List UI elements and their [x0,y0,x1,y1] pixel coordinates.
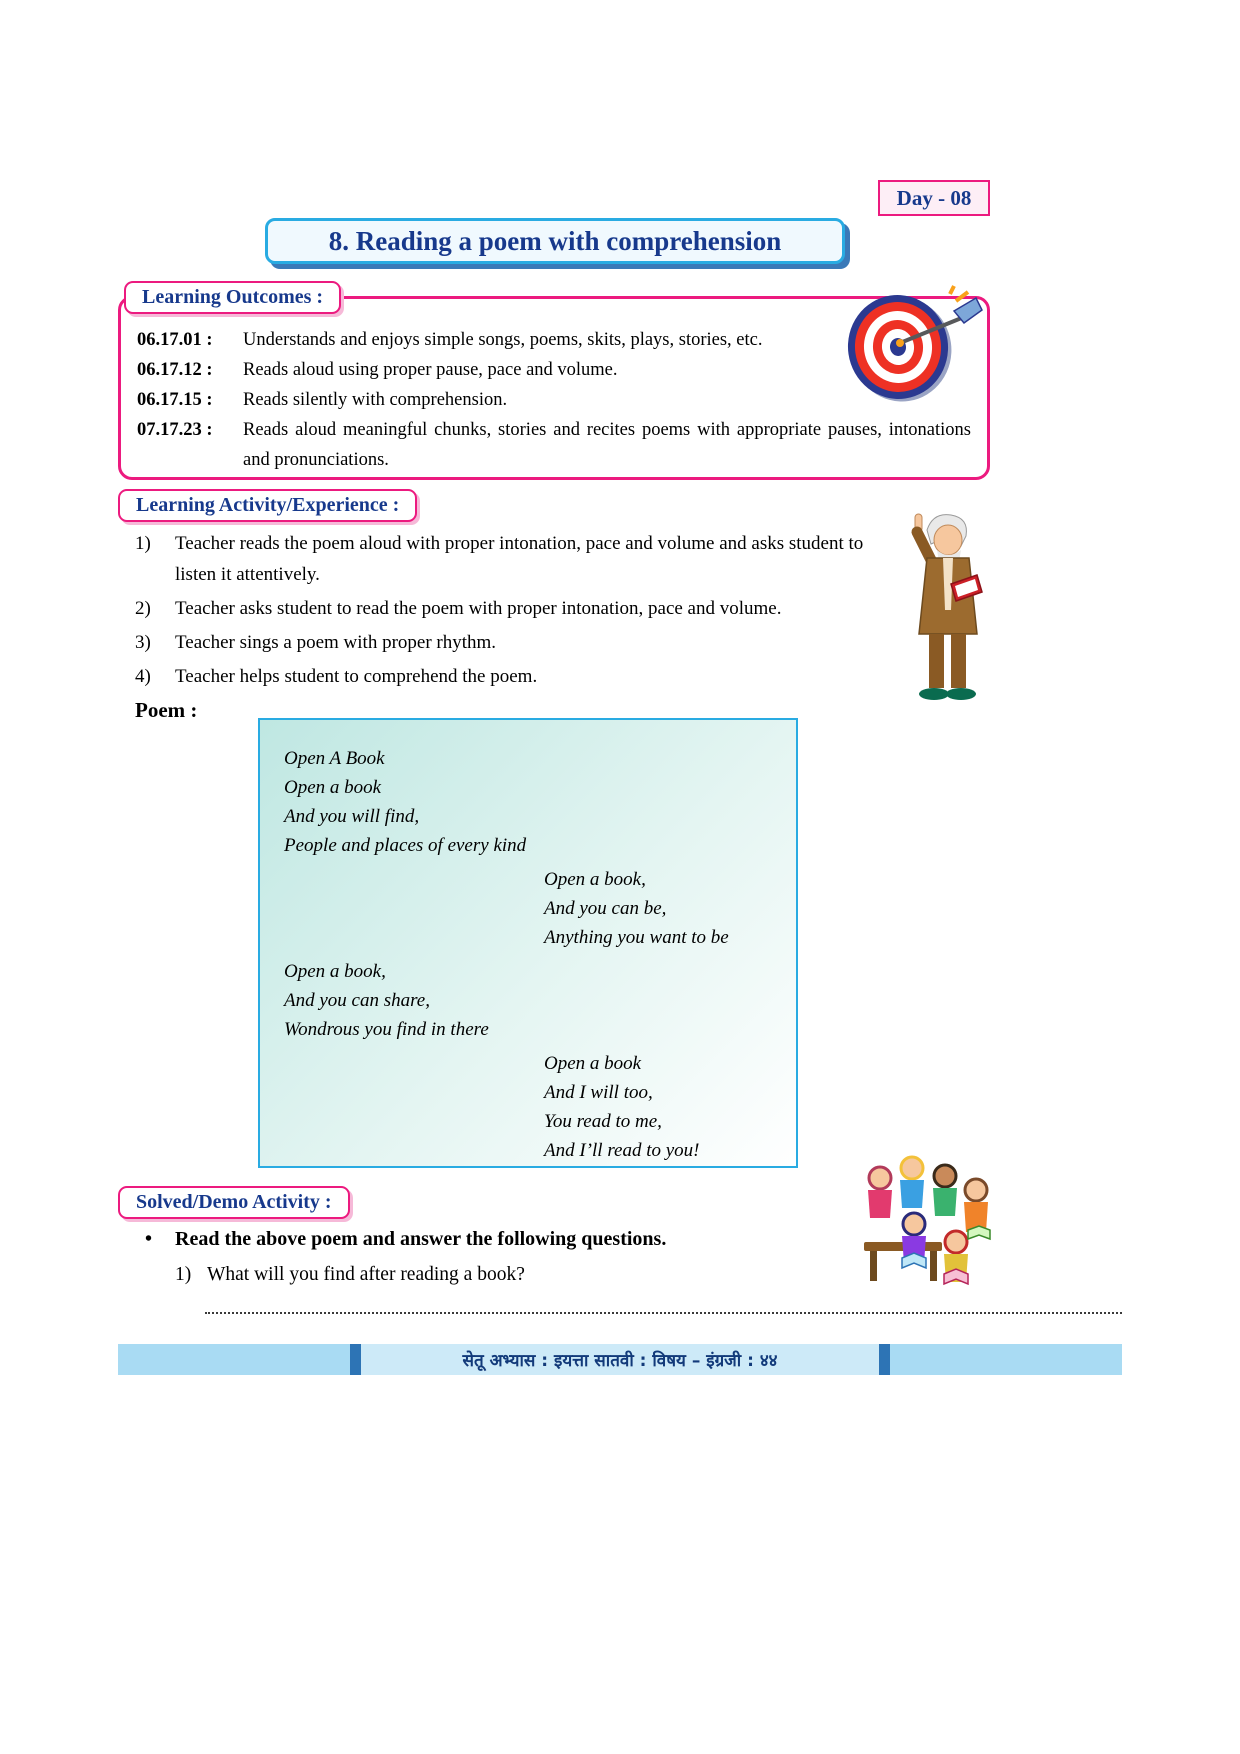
poem-line: And I will too, [544,1082,653,1103]
activity-text: Teacher asks student to read the poem with proper intonation, pace and volume. [175,598,782,619]
poem-stanza [260,744,796,860]
poem-line: Open a book, [544,869,646,890]
outcome-text: Understands and enjoys simple songs, poems, skits, plays, stories, etc. [243,330,763,350]
outcome-text: Reads silently with comprehension. [243,390,508,410]
page-title [265,218,845,264]
poem-line: Open a book, [284,961,386,982]
poem-line: And you can be, [544,898,667,919]
learning-activity-list [135,528,900,695]
question-item [175,1264,525,1286]
learning-activity-heading: Learning Activity/Experience : [118,489,417,522]
activity-number: 2) [135,598,151,619]
outcome-item [137,415,971,475]
poem-line: And I’ll read to you! [544,1140,700,1161]
poem-line: Open a book [544,1053,642,1074]
outcome-text: Reads aloud meaningful chunks, stories and recites poems with appropriate pauses, intonations and pronunciations. [243,420,971,470]
poem-stanza [260,957,796,1044]
activity-number: 4) [135,666,151,687]
poem-stanza [260,1049,796,1165]
activity-number: 3) [135,632,151,653]
poem-line: Open a book [284,777,382,798]
poem-box [258,718,798,1168]
bullet-icon: • [145,1228,153,1250]
answer-dotted-line [205,1296,1122,1314]
poem-line: And you will find, [284,806,420,827]
dartboard-illustration [838,285,993,405]
activity-item [135,661,900,692]
footer-bar [118,1344,1122,1375]
activity-text: Teacher sings a poem with proper rhythm. [175,632,497,653]
activity-text: Teacher reads the poem aloud with proper intonation, pace and volume and asks student to listen it attentively. [175,533,864,585]
outcome-code: 06.17.01 : [137,330,213,350]
question-number: 1) [175,1264,192,1285]
outcome-code: 07.17.23 : [137,420,213,440]
outcome-text: Reads aloud using proper pause, pace and volume. [243,360,618,380]
activity-item [135,627,900,658]
instruction-row [145,1228,666,1251]
question-text: What will you find after reading a book? [207,1264,525,1285]
outcome-code: 06.17.12 : [137,360,213,380]
solved-demo-heading: Solved/Demo Activity : [118,1186,350,1219]
poem-line: And you can share, [284,990,430,1011]
poem-line: You read to me, [544,1111,662,1132]
activity-number: 1) [135,533,151,554]
poem-line: Wondrous you find in there [284,1019,489,1040]
poem-line: People and places of every kind [284,835,527,856]
poem-line: Anything you want to be [544,927,729,948]
activity-item [135,593,900,624]
activity-text: Teacher helps student to comprehend the poem. [175,666,538,687]
outcome-code: 06.17.15 : [137,390,213,410]
learning-outcomes-heading: Learning Outcomes : [124,281,341,314]
children-reading-illustration [850,1146,1008,1294]
teacher-illustration [893,510,1011,708]
poem-label: Poem : [135,698,198,722]
page-title-text: 8. Reading a poem with comprehension [328,225,782,256]
instruction-text: Read the above poem and answer the following questions. [175,1228,667,1250]
poem-line: Open A Book [284,748,385,769]
poem-stanza [260,865,796,952]
day-badge: Day - 08 [878,180,990,216]
footer-text: सेतू अभ्यास : इयत्ता सातवी : विषय – इंग्रजी : ४४ [350,1344,890,1375]
activity-item [135,528,900,590]
